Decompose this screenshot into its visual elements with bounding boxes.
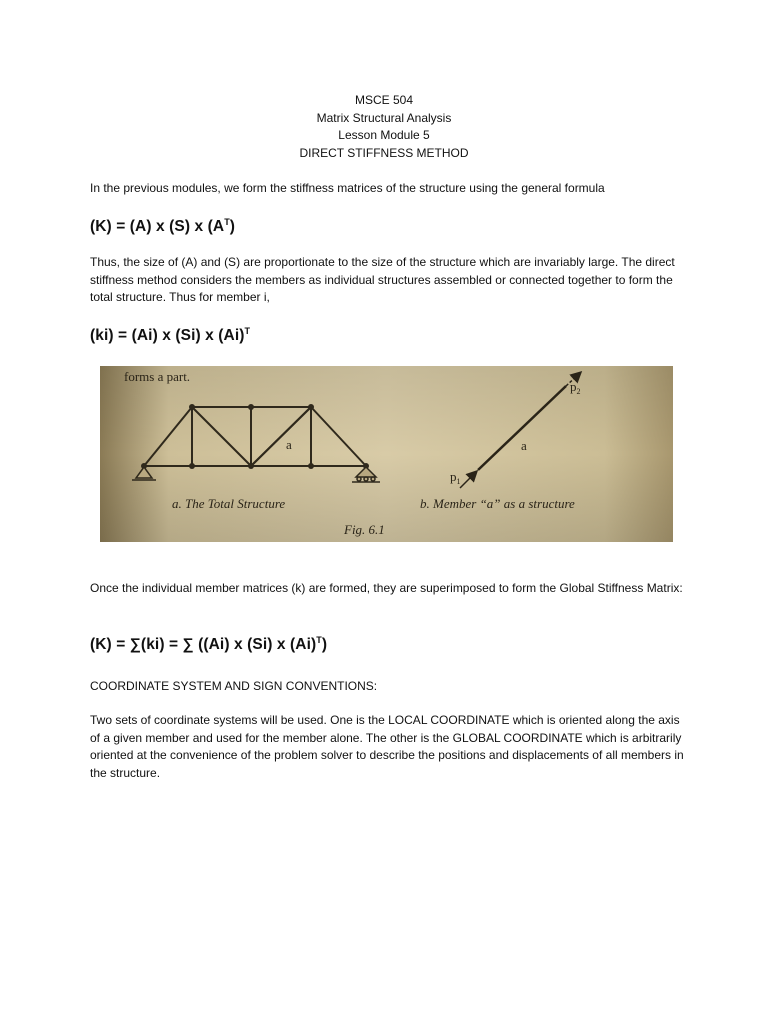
formula-tail: ) [229,218,236,235]
truss-member-label: a [286,437,292,452]
formula-text: (ki) = (Ai) x (Si) x (Ai) [90,327,245,344]
formula-superscript: T [224,217,230,227]
figure-number-label: Fig. 6.1 [344,522,385,537]
roller-wheel [357,477,361,481]
explanation-paragraph: Thus, the size of (A) and (S) are proportionate to the size of the structure which are invariably large. The direct stiffness method considers the members as individual structures assembled or connected together to form the total structure. Thus for member i, [90,255,675,304]
truss-joint [189,404,195,410]
p2-label: $p_2$ [570,379,581,396]
formula-superscript: T [316,635,322,645]
figure-top-text: forms a part. [124,369,191,384]
topic-title: DIRECT STIFFNESS METHOD [299,145,469,160]
course-code: MSCE 504 [354,93,414,107]
section-heading: COORDINATE SYSTEM AND SIGN CONVENTIONS: [90,679,378,693]
superposition-paragraph: Once the individual member matrices (k) are formed, they are superimposed to form the Global Stiffness Matrix: [90,581,683,595]
course-title: Matrix Structural Analysis [316,110,452,125]
formula-text: (K) = ∑(ki) = ∑ ((Ai) x (Si) x (Ai) [90,636,317,653]
coordinate-paragraph: Two sets of coordinate systems will be used. One is the LOCAL COORDINATE which is oriented along the axis of a given member and used for the member alone. The other is the GLOBAL COORDINATE which is arbitrarily oriented at the convenience of the problem solver to describe the positions and displacements of all members in the structure. [90,713,684,780]
p1-label: $p_1$ [450,469,461,486]
truss-figure-svg [100,366,673,542]
formula-tail: ) [321,636,328,653]
formula-global-stiffness [90,217,235,236]
caption-member-structure: b. Member “a” as a structure [420,496,575,511]
truss-joint [248,463,254,469]
figure-6-1 [100,366,673,542]
formula-text: (K) = (A) x (S) x (A [90,218,225,235]
truss-joint [308,463,314,469]
formula-superposition [90,635,327,654]
member-a-label: a [521,438,527,453]
truss-joint [189,463,195,469]
roller-wheel [364,477,368,481]
roller-wheel [371,477,375,481]
truss-joint [248,404,254,410]
paper-shading [100,366,673,542]
intro-paragraph: In the previous modules, we form the stiffness matrices of the structure using the general formula [90,181,605,195]
document-header [0,92,768,162]
truss-joint [308,404,314,410]
formula-member-stiffness [90,326,250,345]
caption-total-structure: a. The Total Structure [172,496,286,511]
module-title: Lesson Module 5 [338,128,430,142]
formula-superscript: T [244,326,251,336]
